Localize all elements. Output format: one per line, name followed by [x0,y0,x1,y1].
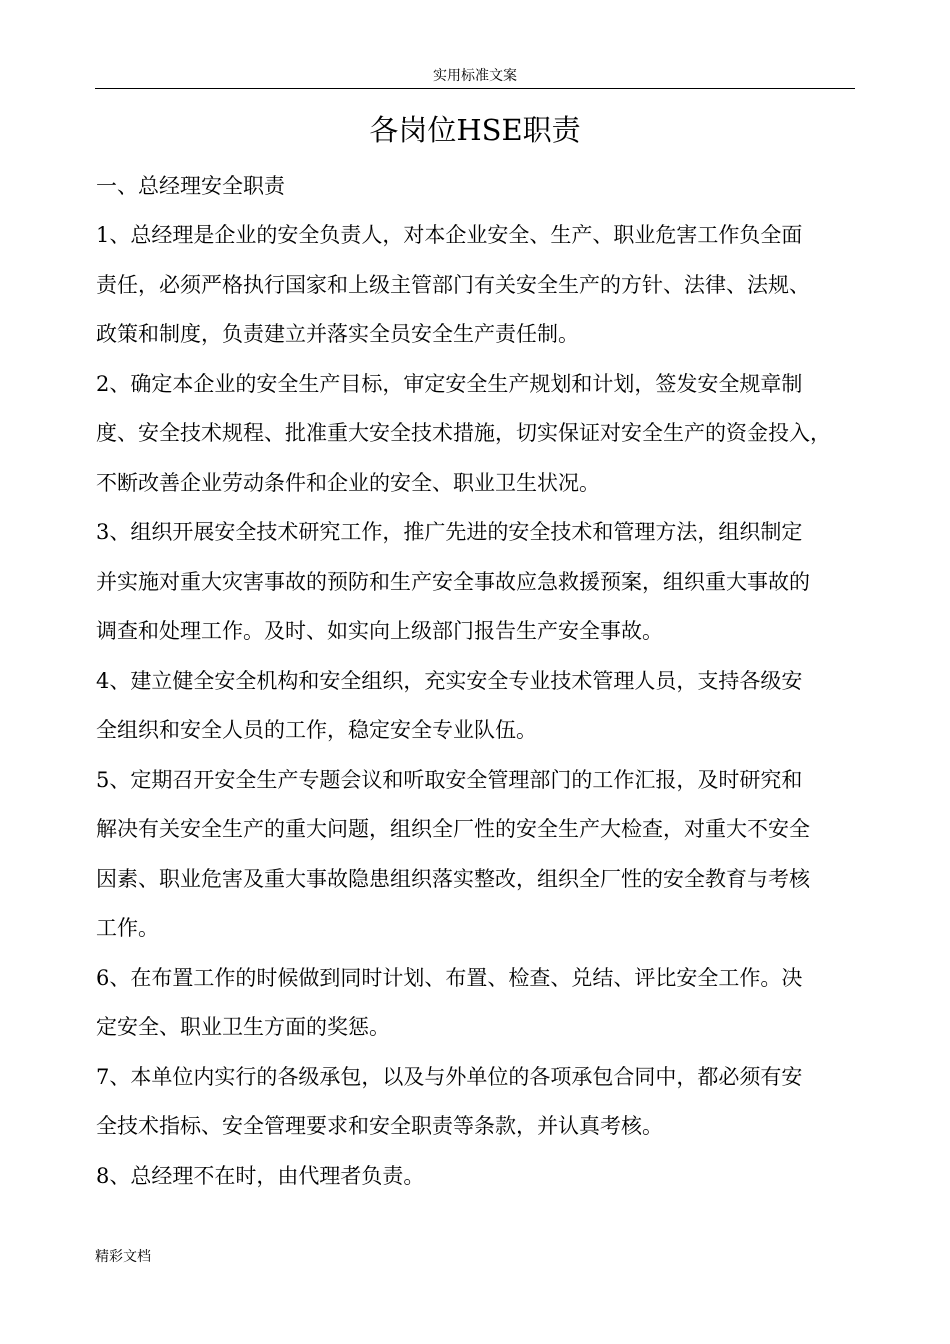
document-body [96,162,854,1201]
paragraph-line: 1、总经理是企业的安全负责人，对本企业安全、生产、职业危害工作负全面 [96,223,803,247]
paragraph-line: 8、总经理不在时，由代理者负责。 [96,1163,425,1188]
paragraph-line: 5、定期召开安全生产专题会议和听取安全管理部门的工作汇报，及时研究和 [96,767,803,792]
paragraph-line: 4、建立健全安全机构和安全组织，充实安全专业技术管理人员，支持各级安 [96,668,803,693]
page-header: 实用标准文案 [433,68,517,84]
document-title: 各岗位HSE职责 [369,113,581,147]
paragraph-line: 定安全、职业卫生方面的奖惩。 [96,1015,390,1039]
paragraph-line: 解决有关安全生产的重大问题，组织全厂性的安全生产大检查，对重大不安全 [96,817,810,841]
paragraph-line: 全技术指标、安全管理要求和安全职责等条款，并认真考核。 [96,1114,663,1138]
duty-item-7 [96,1053,854,1152]
paragraph-line: 调查和处理工作。及时、如实向上级部门报告生产安全事故。 [96,619,663,643]
duty-item-4 [96,657,854,756]
duty-item-3 [96,508,854,657]
header-divider [95,88,855,89]
paragraph-line: 工作。 [96,916,159,940]
section-heading: 一、总经理安全职责 [96,174,285,198]
paragraph-line: 7、本单位内实行的各级承包，以及与外单位的各项承包合同中，都必须有安 [96,1064,803,1089]
paragraph-line: 因素、职业危害及重大事故隐患组织落实整改，组织全厂性的安全教育与考核 [96,866,810,891]
paragraph-line: 3、组织开展安全技术研究工作，推广先进的安全技术和管理方法，组织制定 [96,520,803,544]
duty-item-2 [96,360,854,509]
paragraph-line: 6、在布置工作的时候做到同时计划、布置、检查、兑结、评比安全工作。决 [96,965,803,990]
duty-item-6 [96,954,854,1053]
duty-item-5 [96,756,854,954]
paragraph-line: 全组织和安全人员的工作，稳定安全专业队伍。 [96,718,537,742]
duty-item-1 [96,211,854,360]
paragraph-line: 2、确定本企业的安全生产目标，审定安全生产规划和计划，签发安全规章制 [96,371,803,396]
paragraph-line: 政策和制度，负责建立并落实全员安全生产责任制。 [96,322,579,346]
paragraph-line: 不断改善企业劳动条件和企业的安全、职业卫生状况。 [96,470,600,495]
page-footer: 精彩文档 [95,1249,151,1265]
paragraph-line: 并实施对重大灾害事故的预防和生产安全事故应急救援预案，组织重大事故的 [96,569,810,594]
paragraph-line: 责任，必须严格执行国家和上级主管部门有关安全生产的方针、法律、法规、 [96,272,810,297]
duty-item-8 [96,1152,854,1202]
paragraph-line: 度、安全技术规程、批准重大安全技术措施，切实保证对安全生产的资金投入， [96,421,831,445]
